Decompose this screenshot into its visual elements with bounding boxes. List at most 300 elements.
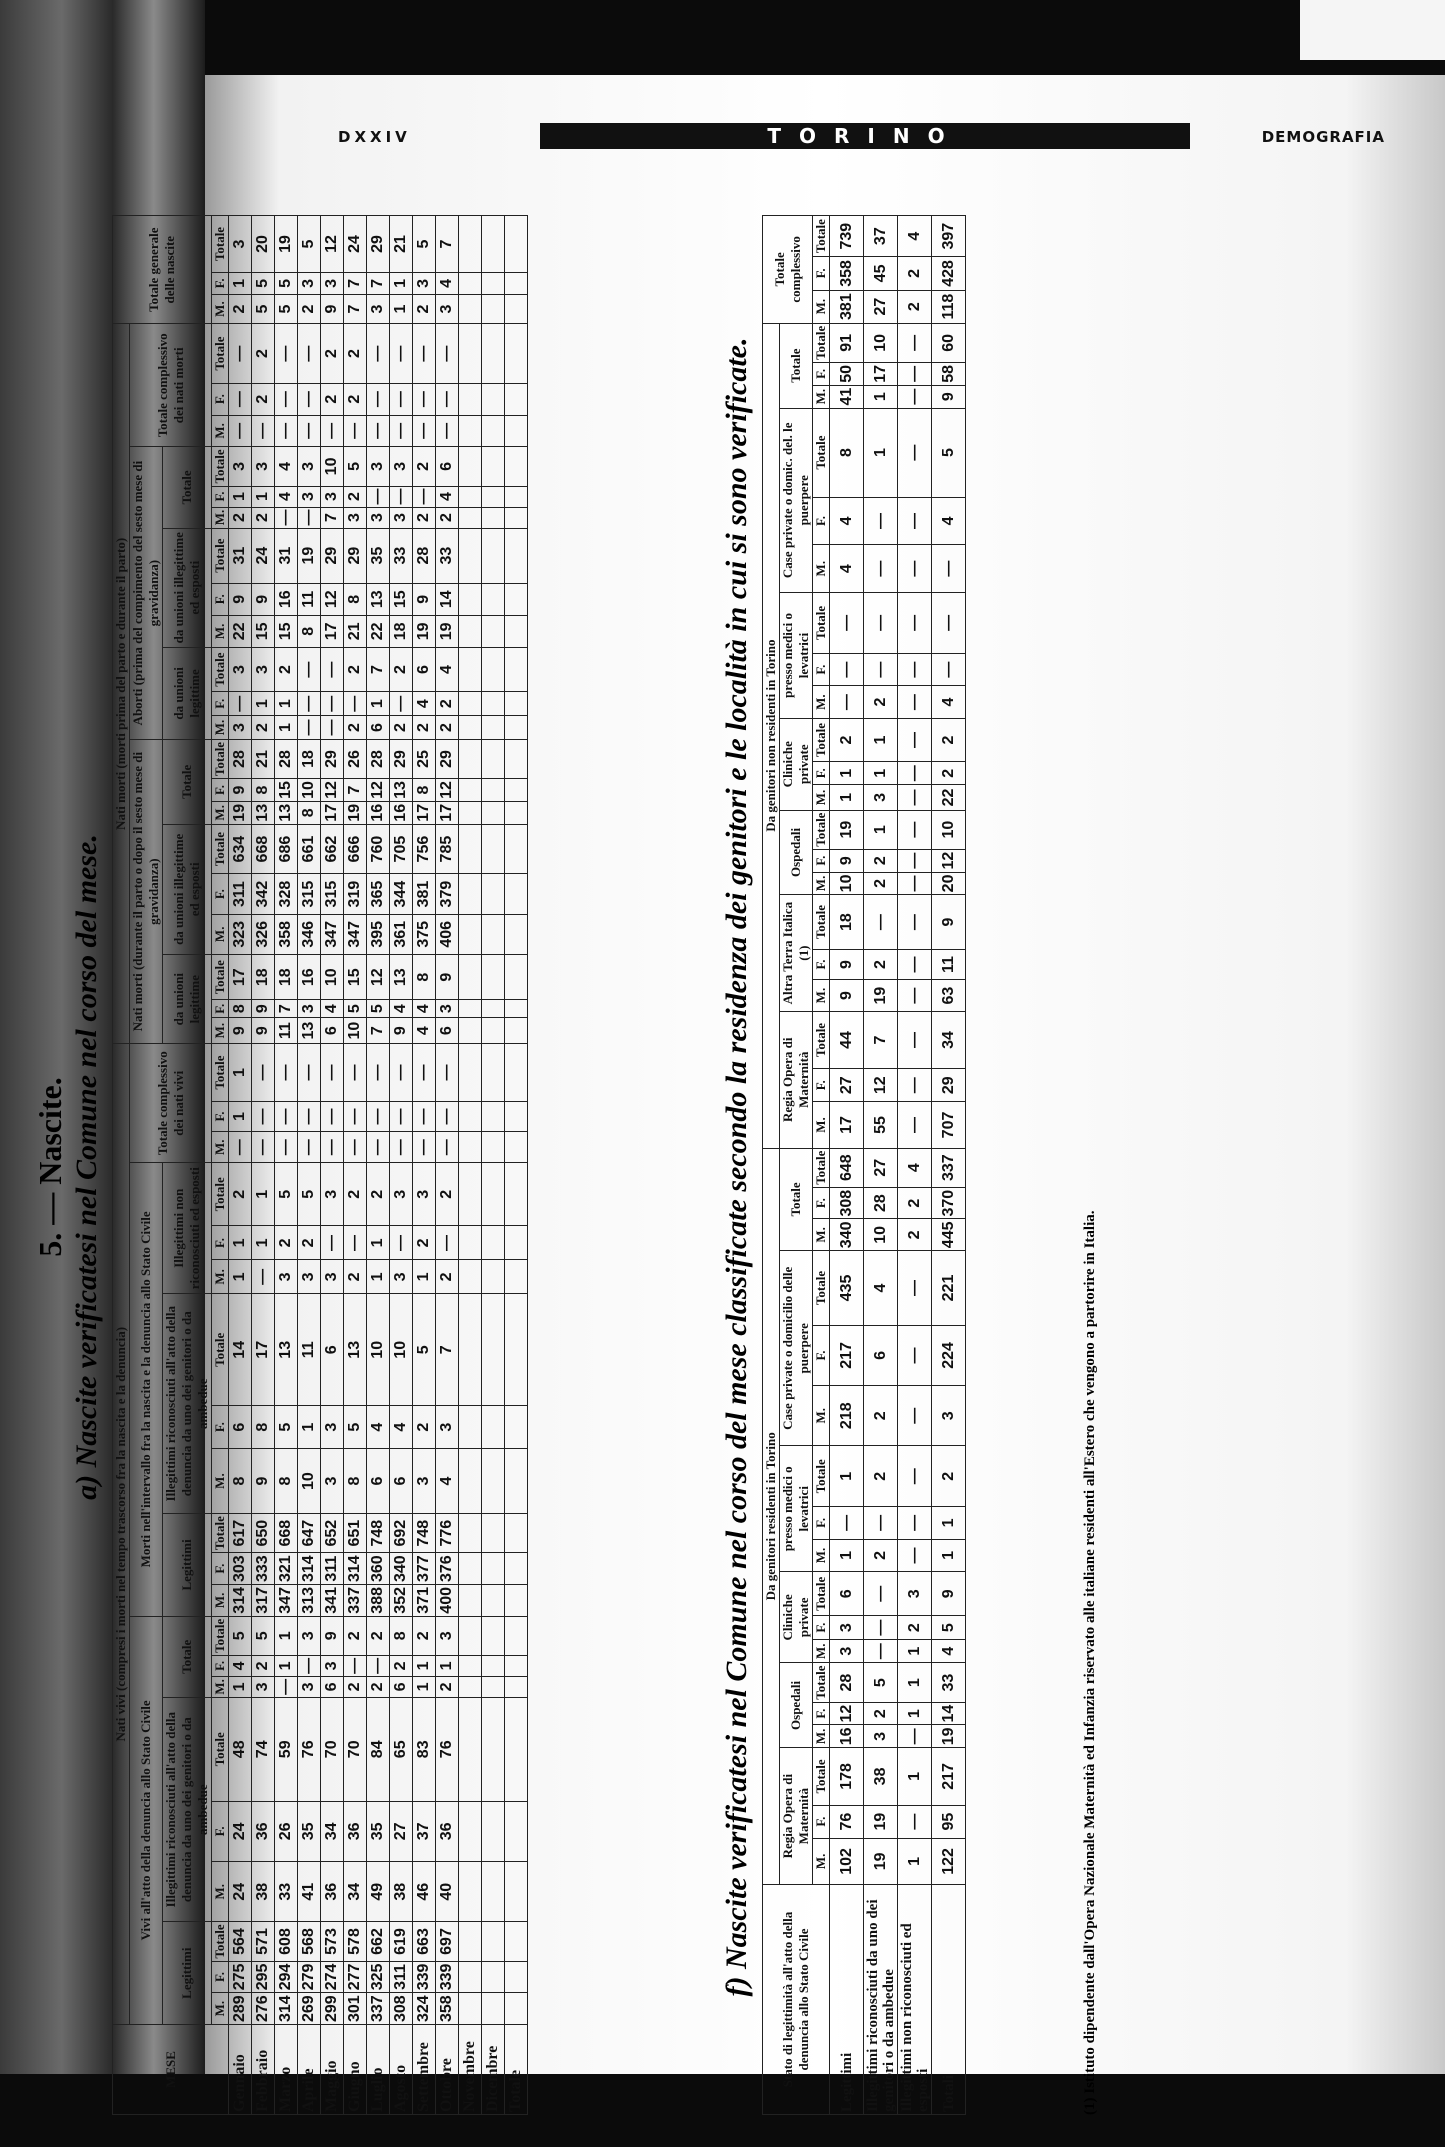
table-cell — [459, 954, 482, 1000]
table-cell: 739 — [830, 216, 864, 257]
table-row — [367, 216, 390, 2115]
table-cell: 15 — [275, 779, 298, 802]
table-cell: 289 — [229, 1993, 252, 2025]
table-cell — [482, 914, 505, 954]
table-cell: — — [298, 716, 321, 740]
table-cell — [459, 383, 482, 415]
page-title: 5. — Nascite. — [32, 1077, 68, 1257]
table-cell — [459, 647, 482, 691]
table-cell: 9 — [932, 1572, 966, 1616]
table-cell: 4 — [390, 1000, 413, 1017]
table-cell: — — [367, 486, 390, 507]
table-cell: 5 — [298, 216, 321, 273]
table-cell: 2 — [344, 647, 367, 691]
table-cell: 6 — [390, 1676, 413, 1697]
table-cell: 26 — [275, 1801, 298, 1861]
table-cell: 2 — [367, 1163, 390, 1226]
table-cell: 9 — [252, 1449, 275, 1514]
table-cell: 564 — [229, 1922, 252, 1961]
table-cell: 347 — [321, 914, 344, 954]
table-cell: 692 — [390, 1514, 413, 1553]
table-cell: 3 — [436, 1616, 459, 1655]
table-cell — [505, 415, 528, 447]
table-cell: 13 — [367, 583, 390, 615]
table-cell — [482, 528, 505, 583]
table-cell: 63 — [932, 980, 966, 1012]
table-cell: 1 — [367, 692, 390, 716]
table-cell: 328 — [275, 874, 298, 914]
table-cell: — — [367, 383, 390, 415]
table-cell: 28 — [229, 739, 252, 778]
table-cell: 3 — [367, 447, 390, 486]
table-cell — [459, 801, 482, 824]
table-cell: 12 — [367, 954, 390, 1000]
table-cell: 17 — [321, 615, 344, 647]
table-cell: 34 — [344, 1862, 367, 1922]
table-cell — [505, 324, 528, 383]
table-cell: — — [367, 1132, 390, 1163]
table-cell: 37 — [413, 1801, 436, 1861]
table-cell: 18 — [275, 954, 298, 1000]
table-cell — [459, 615, 482, 647]
table-cell: 15 — [344, 954, 367, 1000]
label-m: M. — [212, 507, 229, 528]
table-cell: — — [864, 545, 898, 593]
table-cell: 1 — [367, 1260, 390, 1294]
table-cell: 299 — [321, 1993, 344, 2025]
table-cell: 1 — [413, 1655, 436, 1676]
table-cell: 3 — [413, 1163, 436, 1226]
table-cell: 323 — [229, 914, 252, 954]
table-cell: 9 — [252, 1017, 275, 1043]
table-cell: — — [898, 545, 932, 593]
table-cell: 7 — [344, 273, 367, 295]
label-totale: Totale — [813, 1663, 830, 1702]
label-totale: Totale — [212, 1163, 229, 1226]
table-cell — [459, 1655, 482, 1676]
label-f: F. — [212, 1655, 229, 1676]
table-cell — [505, 507, 528, 528]
table-cell: 2 — [390, 647, 413, 691]
table-cell: — — [898, 1539, 932, 1572]
table-cell: 381 — [413, 874, 436, 914]
table-cell: 321 — [275, 1553, 298, 1585]
table-cell — [505, 528, 528, 583]
table-cell: — — [864, 1572, 898, 1616]
h-ill-ric: Illegittimi riconosciuti all'atto della denuncia da uno dei genitori o da ambedue — [163, 1294, 212, 1514]
table-cell: 1 — [830, 785, 864, 810]
table-cell: — — [390, 383, 413, 415]
label-totale: Totale — [212, 954, 229, 1000]
label-m: M. — [212, 716, 229, 740]
table-cell: 7 — [864, 1011, 898, 1068]
label-f: F. — [813, 1616, 830, 1640]
table-cell — [459, 1697, 482, 1801]
table-cell: 33 — [436, 528, 459, 583]
row-label: Marzo — [275, 2025, 298, 2115]
table-cell: 58 — [932, 362, 966, 385]
table-cell — [459, 1616, 482, 1655]
table-cell: 2 — [864, 849, 898, 872]
table-cell: 7 — [344, 779, 367, 802]
table-cell: 4 — [932, 497, 966, 545]
header-band — [540, 123, 1190, 149]
label-m: M. — [813, 1725, 830, 1748]
label-totale: Totale — [813, 1748, 830, 1805]
table-cell: — — [229, 415, 252, 447]
table-cell — [459, 1226, 482, 1260]
table-cell: 15 — [252, 615, 275, 647]
h-ill-ric: Illegittimi riconosciuti all'atto della denuncia da uno dei genitori o da ambedue — [163, 1697, 212, 1921]
table-cell: 14 — [932, 1702, 966, 1725]
table-cell: 3 — [252, 447, 275, 486]
table-row — [390, 216, 413, 2115]
table-cell — [505, 1585, 528, 1617]
label-m: M. — [212, 1132, 229, 1163]
table-cell: 7 — [436, 216, 459, 273]
table-cell: 84 — [367, 1697, 390, 1801]
table-row — [413, 216, 436, 2115]
h-cliniche: Cliniche private — [780, 718, 813, 810]
table-cell: 2 — [367, 1676, 390, 1697]
table-cell: 1 — [898, 1639, 932, 1663]
grp-non-residenti: Da genitori non residenti in Torino — [763, 323, 780, 1148]
table-cell: 347 — [275, 1585, 298, 1617]
table-cell: 352 — [390, 1585, 413, 1617]
table-cell: 95 — [932, 1805, 966, 1838]
table-cell: 756 — [413, 824, 436, 874]
table-cell: 41 — [830, 385, 864, 408]
table-cell: 122 — [932, 1838, 966, 1884]
table-cell: 31 — [229, 528, 252, 583]
table-cell: 2 — [321, 324, 344, 383]
table-cell: — — [898, 653, 932, 686]
h-medici: presso medici o levatrici — [780, 1446, 813, 1572]
table-cell: 652 — [321, 1514, 344, 1553]
table-cell: 317 — [252, 1585, 275, 1617]
table-cell: 5 — [413, 1294, 436, 1406]
label-f: F. — [212, 383, 229, 415]
table-cell: — — [864, 593, 898, 654]
table-cell: 1 — [275, 1655, 298, 1676]
table-cell: 662 — [321, 824, 344, 874]
label-f: F. — [813, 1325, 830, 1385]
label-totale: Totale — [212, 739, 229, 778]
table-cell: 8 — [413, 779, 436, 802]
births-by-month-table — [112, 215, 528, 2115]
row-label: Luglio — [367, 2025, 390, 2115]
table-cell: 7 — [275, 1000, 298, 1017]
table-cell — [505, 583, 528, 615]
table-cell: 4 — [413, 1017, 436, 1043]
label-m: M. — [813, 385, 830, 408]
table-cell — [482, 1676, 505, 1697]
table-cell: 2 — [413, 1226, 436, 1260]
table-cell: 2 — [436, 507, 459, 528]
table-cell — [482, 1132, 505, 1163]
row-label: Maggio — [321, 2025, 344, 2115]
city-name: TORINO — [767, 124, 963, 148]
table-cell: — — [275, 1676, 298, 1697]
h-da-legittime: da unioni legittime — [163, 647, 212, 739]
table-cell: 319 — [344, 874, 367, 914]
table-cell: 337 — [932, 1148, 966, 1187]
table-cell: 178 — [830, 1748, 864, 1805]
table-cell: 38 — [864, 1748, 898, 1805]
table-cell: 2 — [864, 949, 898, 979]
table-cell — [482, 1017, 505, 1043]
table-cell: 619 — [390, 1922, 413, 1961]
table-cell: 20 — [252, 216, 275, 273]
table-cell: 303 — [229, 1553, 252, 1585]
table-cell: 4 — [436, 1449, 459, 1514]
table-cell: 6 — [390, 1449, 413, 1514]
table-row — [344, 216, 367, 2115]
table-cell: — — [390, 1044, 413, 1101]
table-cell: 13 — [252, 801, 275, 824]
table-cell: 12 — [321, 583, 344, 615]
table-cell: — — [898, 1251, 932, 1326]
row-label: Legittimi — [830, 1885, 864, 2115]
table-cell: 31 — [275, 528, 298, 583]
table-cell: 1 — [864, 718, 898, 761]
label-totale: Totale — [813, 1148, 830, 1187]
table-cell: 19 — [413, 615, 436, 647]
scan-corner — [1300, 0, 1445, 60]
table-cell: 8 — [390, 1616, 413, 1655]
table-cell: 2 — [229, 294, 252, 324]
sub-tot-vivi: Totale complessivo dei nati vivi — [130, 1044, 212, 1163]
table-cell: 4 — [898, 216, 932, 257]
table-cell: 3 — [321, 1163, 344, 1226]
grp-tot-complessivo: Totale complessivo — [763, 216, 813, 324]
table-cell: 4 — [864, 1251, 898, 1326]
table-cell: 2 — [390, 716, 413, 740]
table-cell: — — [898, 895, 932, 949]
table-cell: 776 — [436, 1514, 459, 1553]
table-cell: — — [275, 507, 298, 528]
table-cell: 661 — [298, 824, 321, 874]
table-cell — [482, 801, 505, 824]
table-cell: 1 — [932, 1507, 966, 1540]
table-cell: 2 — [275, 1226, 298, 1260]
table-cell: 347 — [344, 914, 367, 954]
table-cell: — — [413, 324, 436, 383]
table-cell: 224 — [932, 1325, 966, 1385]
table-cell: 279 — [298, 1961, 321, 1993]
table-cell: 38 — [252, 1862, 275, 1922]
table-cell: 10 — [864, 323, 898, 362]
table-cell: 7 — [321, 507, 344, 528]
table-cell: — — [321, 1132, 344, 1163]
table-cell: — — [229, 1132, 252, 1163]
table-cell: 35 — [367, 528, 390, 583]
table-cell — [459, 1044, 482, 1101]
table-cell: 2 — [344, 1676, 367, 1697]
table-cell — [505, 779, 528, 802]
label-totale: Totale — [813, 1572, 830, 1616]
table-cell: 3 — [298, 486, 321, 507]
table-cell: 10 — [321, 447, 344, 486]
table-cell: — — [344, 1655, 367, 1676]
table-cell: 34 — [932, 1011, 966, 1068]
table-cell: 102 — [830, 1838, 864, 1884]
table-cell: 3 — [298, 1676, 321, 1697]
table-cell: — — [252, 1101, 275, 1132]
table-cell: — — [898, 1325, 932, 1385]
table-cell: 3 — [367, 294, 390, 324]
table-cell: — — [413, 1101, 436, 1132]
table-cell: 634 — [229, 824, 252, 874]
table-cell: 1 — [898, 1663, 932, 1702]
table-cell: 1 — [252, 1226, 275, 1260]
table-cell: 10 — [864, 1219, 898, 1251]
label-m: M. — [212, 415, 229, 447]
table-cell: — — [298, 1655, 321, 1676]
table-cell — [482, 1163, 505, 1226]
label-f: F. — [813, 257, 830, 290]
table-cell: — — [390, 1101, 413, 1132]
table-cell: 311 — [229, 874, 252, 914]
table-cell: — — [898, 1507, 932, 1540]
table-cell — [482, 1294, 505, 1406]
table-cell: 2 — [229, 1163, 252, 1226]
table-cell: 2 — [252, 507, 275, 528]
table-cell: 4 — [275, 486, 298, 507]
table-cell: 12 — [367, 779, 390, 802]
label-totale: Totale — [212, 216, 229, 273]
table-cell: — — [436, 1101, 459, 1132]
label-m: M. — [813, 686, 830, 719]
label-totale: Totale — [212, 447, 229, 486]
table-cell: — — [298, 415, 321, 447]
row-label: Dicembre — [482, 2025, 505, 2115]
table-cell — [505, 1044, 528, 1101]
table-cell: 705 — [390, 824, 413, 874]
table-cell: — — [864, 895, 898, 949]
table-cell: — — [298, 1132, 321, 1163]
table-cell: 2 — [252, 383, 275, 415]
table-cell: 1 — [830, 1539, 864, 1572]
table-cell: — — [413, 383, 436, 415]
table-cell: 2 — [864, 1702, 898, 1725]
table-cell: 8 — [298, 801, 321, 824]
table-cell: — — [390, 324, 413, 383]
table-cell: — — [390, 692, 413, 716]
label-m: M. — [212, 1449, 229, 1514]
table-cell: 5 — [275, 1406, 298, 1449]
table-cell: 340 — [830, 1219, 864, 1251]
table-cell: 10 — [390, 1294, 413, 1406]
table-cell — [482, 1044, 505, 1101]
table-cell: — — [367, 1044, 390, 1101]
table-cell: — — [898, 1102, 932, 1148]
table-cell: 18 — [390, 615, 413, 647]
table-cell: 8 — [830, 408, 864, 497]
table-cell: 28 — [275, 739, 298, 778]
table-cell — [459, 1676, 482, 1697]
table-cell — [505, 447, 528, 486]
table-cell: — — [344, 1101, 367, 1132]
table-cell: 5 — [344, 447, 367, 486]
table-cell — [459, 1961, 482, 1993]
table-cell — [459, 1000, 482, 1017]
table-cell: 2 — [864, 686, 898, 719]
table-cell: 3 — [229, 447, 252, 486]
table-cell: 2 — [898, 1219, 932, 1251]
label-f: F. — [212, 486, 229, 507]
table-cell: 3 — [898, 1572, 932, 1616]
table-cell: 37 — [864, 216, 898, 257]
table-cell: 3 — [298, 1260, 321, 1294]
table-cell: 21 — [252, 739, 275, 778]
table-cell: 707 — [932, 1102, 966, 1148]
table-cell: 29 — [367, 216, 390, 273]
table-cell — [482, 692, 505, 716]
label-totale: Totale — [212, 824, 229, 874]
table-cell: 6 — [864, 1325, 898, 1385]
table-cell — [505, 1961, 528, 1993]
label-f: F. — [813, 1069, 830, 1102]
table-cell — [459, 824, 482, 874]
table-cell: 8 — [344, 1449, 367, 1514]
table-cell: 118 — [932, 290, 966, 323]
row-label: Giugno — [344, 2025, 367, 2115]
table-cell: 651 — [344, 1514, 367, 1553]
table-cell: 9 — [932, 895, 966, 949]
table-cell: 24 — [344, 216, 367, 273]
table-cell: 9 — [390, 1017, 413, 1043]
table-cell — [459, 415, 482, 447]
table-cell: — — [344, 415, 367, 447]
table-cell: 785 — [436, 824, 459, 874]
table-cell — [459, 1294, 482, 1406]
table-cell: 17 — [436, 801, 459, 824]
table-cell: 4 — [390, 1406, 413, 1449]
table-cell: 6 — [436, 1017, 459, 1043]
table-cell — [459, 1101, 482, 1132]
h-totale: Totale — [780, 1148, 813, 1251]
table-cell — [482, 739, 505, 778]
sub-aborti: Aborti (prima del compimento del sesto mese di gravidanza) — [130, 447, 163, 740]
table-cell: 2 — [298, 294, 321, 324]
table-cell: 1 — [898, 1702, 932, 1725]
table-cell: 8 — [413, 954, 436, 1000]
table-row — [505, 216, 528, 2115]
table-cell — [505, 294, 528, 324]
table-cell — [482, 583, 505, 615]
table-cell: 49 — [367, 1862, 390, 1922]
table-cell: 221 — [932, 1251, 966, 1326]
table-cell: 1 — [864, 385, 898, 408]
table-cell — [459, 447, 482, 486]
table-cell: — — [252, 1044, 275, 1101]
table-cell: 33 — [275, 1862, 298, 1922]
h-da-illegittime: da unioni illegittime ed esposti — [163, 824, 212, 954]
table-cell: 2 — [413, 716, 436, 740]
table-cell: 274 — [321, 1961, 344, 1993]
label-f: F. — [212, 1553, 229, 1585]
section-a-title: a) Nascite verificatesi nel Comune nel corso del mese. — [70, 834, 103, 1500]
table-cell — [482, 294, 505, 324]
table-cell: 315 — [321, 874, 344, 914]
table-cell: 2 — [864, 1539, 898, 1572]
table-cell: 76 — [298, 1697, 321, 1801]
h-totale: Totale — [163, 1616, 212, 1697]
table-cell: 568 — [298, 1922, 321, 1961]
table-cell: 29 — [321, 739, 344, 778]
table-cell: 3 — [436, 1000, 459, 1017]
